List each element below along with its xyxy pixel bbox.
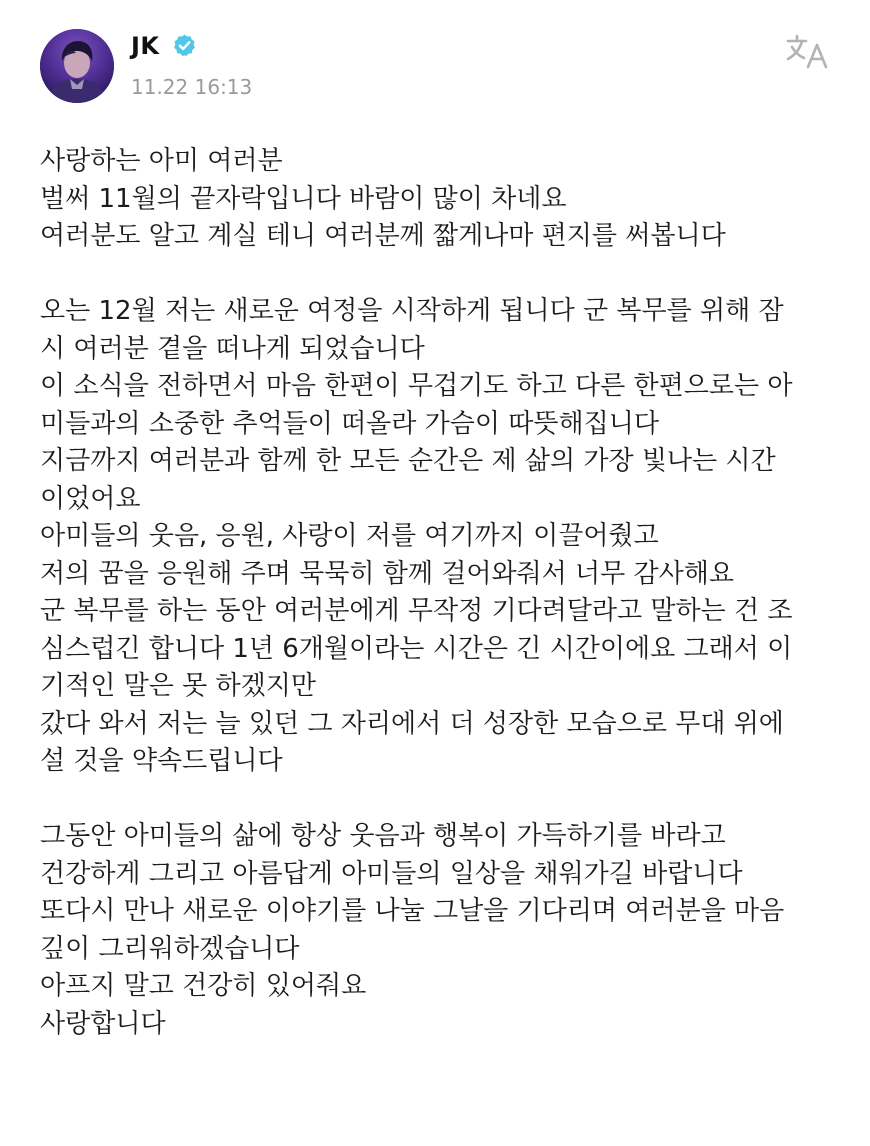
- post-text-line: 오는 12월 저는 새로운 여정을 시작하게 됩니다 군 복무를 위해 잠: [40, 296, 784, 326]
- post-timestamp: 11.22 16:13: [131, 75, 253, 99]
- paragraph-gap: [40, 781, 840, 819]
- author-name[interactable]: JK: [131, 32, 160, 60]
- post-text-line: 또다시 만나 새로운 이야기를 나눌 그날을 기다리며 여러분을 마음: [40, 896, 785, 926]
- post-text-line: 심스럽긴 합니다 1년 6개월이라는 시간은 긴 시간이에요 그래서 이: [40, 633, 793, 664]
- post-text-line: 지금까지 여러분과 함께 한 모든 순간은 제 삶의 가장 빛나는 시간: [40, 446, 776, 476]
- avatar-photo: [40, 29, 114, 103]
- post-text-line: 미들과의 소중한 추억들이 떠올라 가슴이 따뜻해집니다: [40, 408, 659, 439]
- post-text-line: 기적인 말은 못 하겠지만: [40, 671, 316, 701]
- post-text-line: 건강하게 그리고 아름답게 아미들의 일상을 채워가길 바랍니다: [40, 858, 743, 889]
- post-text-line: 아프지 말고 건강히 있어줘요: [40, 971, 367, 1001]
- post-text-line: 깊이 그리워하겠습니다: [40, 933, 300, 964]
- post-text-line: 사랑합니다: [40, 1008, 166, 1039]
- post-header: [0, 0, 870, 120]
- post-text-line: 시 여러분 곁을 떠나게 되었습니다: [40, 333, 425, 364]
- avatar[interactable]: [40, 29, 114, 103]
- translate-button[interactable]: [784, 33, 832, 71]
- post-text-line: 설 것을 약속드립니다: [40, 746, 283, 776]
- post-text-line: 그동안 아미들의 삶에 항상 웃음과 행복이 가득하기를 바라고: [40, 821, 726, 851]
- post-text-line: 이 소식을 전하면서 마음 한편이 무겁기도 하고 다른 한편으로는 아: [40, 371, 793, 401]
- verified-badge-icon: [172, 33, 197, 58]
- post-text-line: 이었어요: [40, 483, 141, 514]
- post-text-line: 여러분도 알고 계실 테니 여러분께 짧게나마 편지를 써봅니다: [40, 221, 726, 251]
- post-text-line: 벌써 11월의 끝자락입니다 바람이 많이 차네요: [40, 183, 567, 214]
- post-text-line: 아미들의 웃음, 응원, 사랑이 저를 여기까지 이끌어줬고: [40, 521, 659, 551]
- translate-icon: [784, 33, 832, 71]
- post-text-line: 갔다 와서 저는 늘 있던 그 자리에서 더 성장한 모습으로 무대 위에: [40, 708, 784, 739]
- post-text-line: 군 복무를 하는 동안 여러분에게 무작정 기다려달라고 말하는 건 조: [40, 596, 793, 626]
- post-text-line: 사랑하는 아미 여러분: [40, 146, 283, 176]
- paragraph-gap: [40, 256, 840, 294]
- post-text-line: 저의 꿈을 응원해 주며 묵묵히 함께 걸어와줘서 너무 감사해요: [40, 558, 735, 589]
- post-body: [40, 143, 840, 1043]
